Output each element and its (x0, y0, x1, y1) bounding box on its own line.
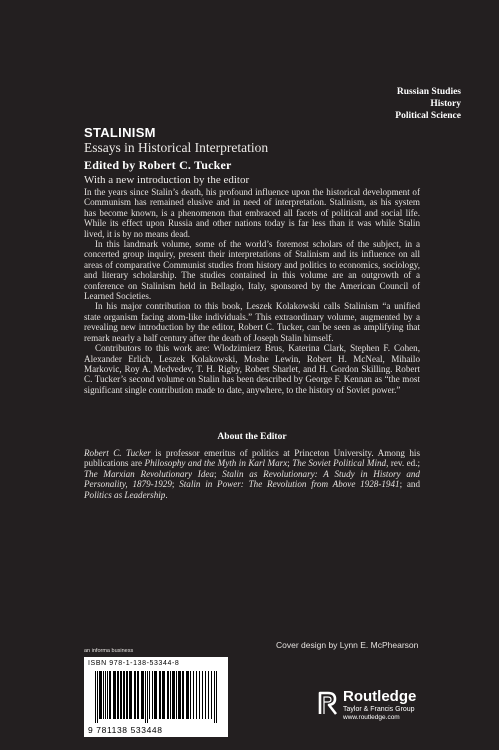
work-title: The Soviet Political Mind (292, 458, 387, 469)
barcode-bar (205, 671, 206, 719)
barcode-bar (159, 671, 161, 719)
work-title: Philosophy and the Myth in Karl Marx (144, 458, 288, 469)
description-paragraph: In his major contribution to this book, Leszek Kolakowski calls Stalinism “a unified state organism facing atom-like individuals.” This extraordinary volume, augmented by a revealing new introduction by the editor, Robert C. Tucker, can be seen as amplifying that remark nearly a half century after the death of Joseph Stalin himself. (84, 301, 420, 343)
barcode-bar (117, 671, 119, 719)
routledge-logo-icon (318, 690, 338, 716)
cover-design-credit: Cover design by Lynn E. McPhearson (276, 640, 419, 650)
barcode-bar (97, 671, 98, 723)
barcode-bar (123, 671, 125, 719)
barcode-bar (178, 671, 181, 719)
barcode-bar (149, 671, 150, 719)
barcode-bar (211, 671, 212, 719)
barcode-bar (154, 671, 157, 719)
barcode-bar (182, 671, 184, 719)
about-editor-paragraph: Robert C. Tucker is professor emeritus of politics at Princeton University. Among his publications are Philosophy and the Myth in Karl Marx; The Soviet Political Mind, rev. ed.; The Marxian Revolutionary Idea; Stalin as Revolutionary: A Study in History and Personality, 1879-1929; Stalin in Power: The Revolution from Above 1928-1941; and Politics as Leadership. (84, 448, 420, 500)
isbn-barcode (84, 657, 228, 737)
publisher-name: Routledge (343, 688, 417, 705)
barcode-bar (214, 671, 215, 723)
informa-tagline: an informa business (84, 648, 134, 654)
barcode-bar (152, 671, 153, 719)
barcode-bar (172, 671, 175, 719)
editor-name: Robert C. Tucker (84, 448, 151, 458)
barcode-bar (113, 671, 116, 719)
subject-russian-studies: Russian Studies (396, 87, 461, 97)
barcode-bar (129, 671, 132, 719)
publisher-group: Taylor & Francis Group (343, 706, 415, 713)
barcode-bar (95, 671, 96, 723)
subject-history: History (430, 99, 461, 109)
description (84, 187, 420, 395)
description-paragraph: In the years since Stalin’s death, his profound influence upon the historical development of Communism has remained elusive and in need of interpretation. Stalinism, as his system has become known, is a phenomenon that embraced all facets of political and social life. While its effect upon Russia and other nations today is far less than it was while Stalin lived, it is by no means dead. (84, 187, 420, 239)
isbn-label: ISBN 978-1-138-53344-8 (88, 660, 180, 667)
barcode-bar (109, 671, 111, 719)
work-title: The Marxian Revolutionary Idea (84, 468, 214, 479)
book-subtitle: Essays in Historical Interpretation (84, 140, 269, 155)
barcode-bar (145, 671, 146, 723)
barcode-bar (190, 671, 191, 719)
book-editor: Edited by Robert C. Tucker (84, 158, 232, 172)
barcode-bar (162, 671, 165, 719)
barcode-bar (176, 671, 177, 719)
work-title: Stalin as Revolutionary: A Study in History and Personality, 1879-1929 (84, 468, 420, 490)
barcode-bar (134, 671, 136, 719)
barcode-bar (147, 671, 148, 723)
work-title: Politics as Leadership (84, 489, 166, 500)
about-editor-heading: About the Editor (217, 432, 287, 442)
book-title: STALINISM (84, 125, 156, 140)
new-introduction-note: With a new introduction by the editor (84, 174, 250, 186)
barcode-graphic (93, 671, 219, 723)
barcode-bar (120, 671, 122, 719)
barcode-bar (126, 671, 128, 719)
barcode-bar (216, 671, 217, 723)
barcode-bar (202, 671, 203, 719)
barcode-number: 9 781138 533448 (88, 725, 163, 735)
publisher-block (343, 688, 416, 722)
barcode-bar (105, 671, 106, 719)
barcode-bar (107, 671, 108, 719)
subject-categories (395, 86, 461, 122)
barcode-bar (193, 671, 194, 719)
barcode-bar (103, 671, 104, 719)
barcode-bar (199, 671, 200, 719)
barcode-bar (137, 671, 139, 719)
barcode-bar (186, 671, 189, 719)
work-title: Stalin in Power: The Revolution from Above 1928-1941 (179, 479, 400, 490)
publisher-website: www.routledge.com (343, 714, 400, 721)
about-editor (84, 448, 420, 500)
barcode-bar (99, 671, 102, 719)
subject-political-science: Political Science (395, 111, 461, 121)
barcode-bar (170, 671, 171, 719)
barcode-bar (167, 671, 169, 719)
barcode-bar (141, 671, 144, 719)
description-paragraph: Contributors to this work are: Wlodzimierz Brus, Katerina Clark, Stephen F. Cohen, Alexander Erlich, Leszek Kolakowski, Moshe Lewin, Robert H. McNeal, Mihailo Markovic, Roy A. Medvedev, T. H. Rigby, Robert Sharlet, and H. Gordon Skilling. Robert C. Tucker’s second volume on Stalin has been described by George F. Kennan as “the most significant single contribution made to date, anywhere, to the history of Soviet power.” (84, 343, 420, 395)
description-paragraph: In this landmark volume, some of the world’s foremost scholars of the subject, in a concerted group inquiry, present their interpretations of Stalinism and its influence on all areas of comparative Communist studies from history and politics to economics, sociology, and literary scholarship. The studies contained in this volume are an outgrowth of a conference on Stalinism held in Bellagio, Italy, sponsored by the American Council of Learned Societies. (84, 239, 420, 302)
barcode-bar (196, 671, 197, 719)
barcode-bar (208, 671, 209, 719)
